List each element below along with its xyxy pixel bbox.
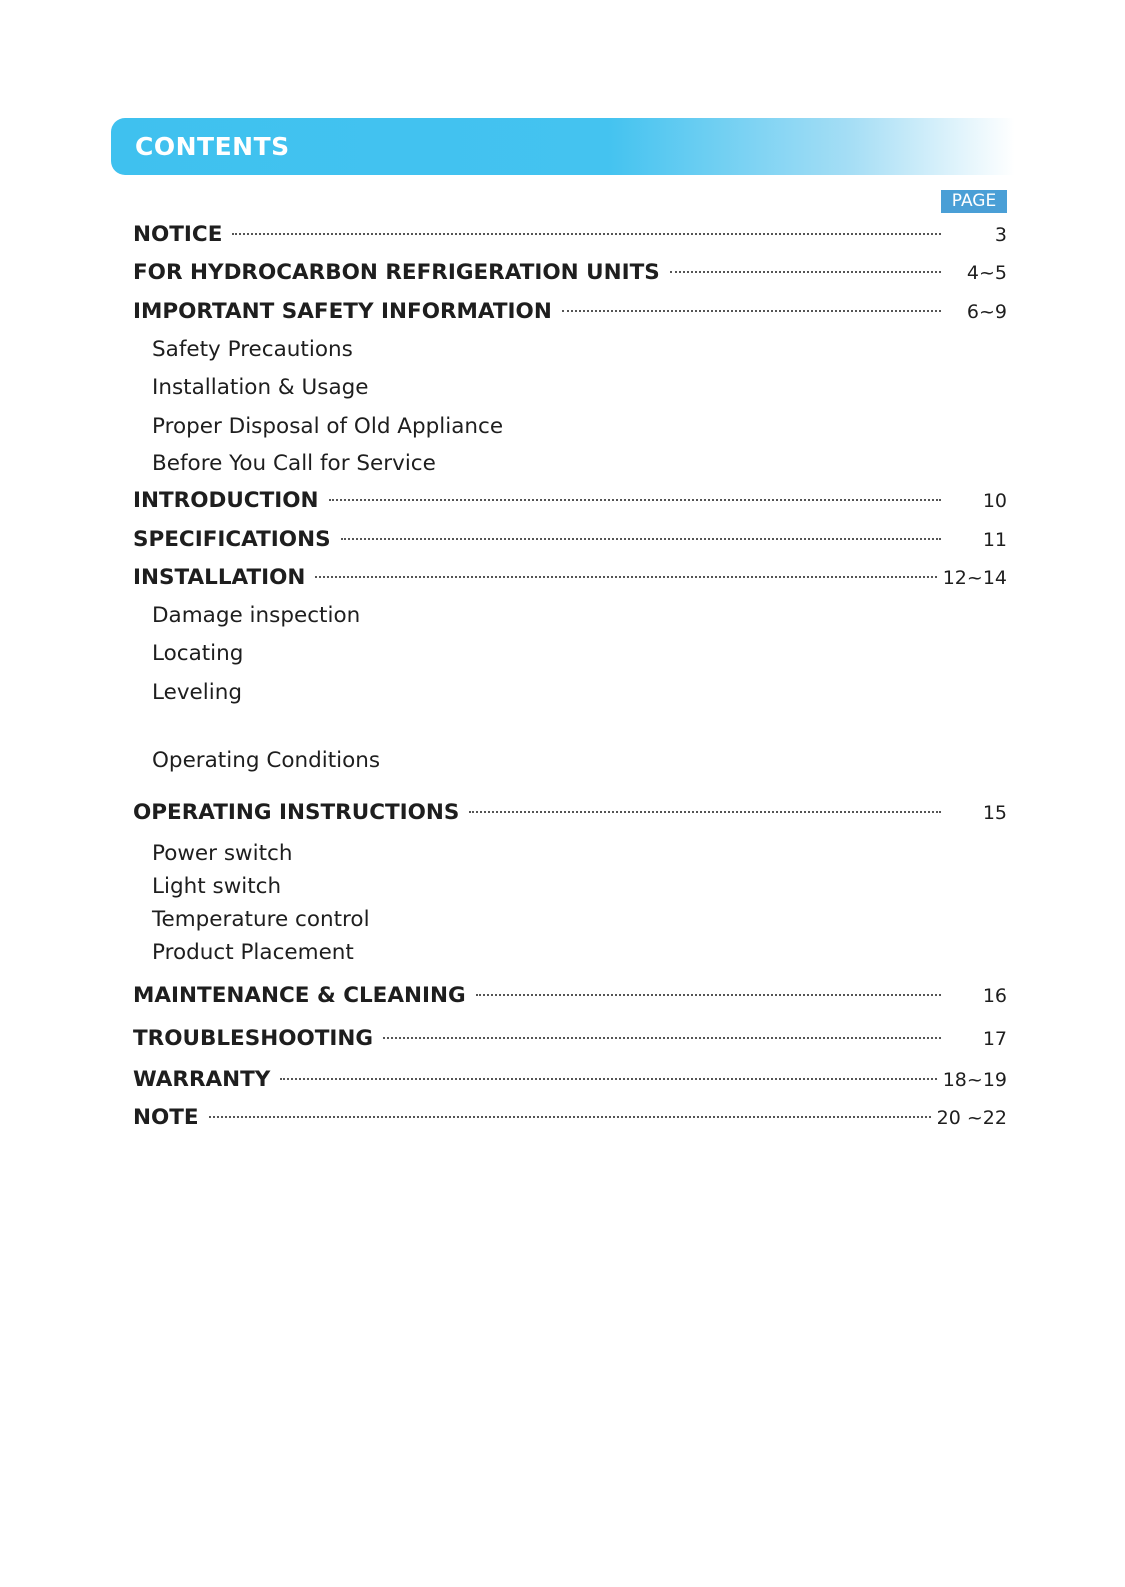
toc-entry-title: INSTALLATION xyxy=(133,565,306,590)
toc-subitem[interactable]: Operating Conditions xyxy=(152,748,381,773)
toc-entry-title: OPERATING INSTRUCTIONS xyxy=(133,800,460,825)
toc-entry-page: 15 xyxy=(982,802,1007,824)
toc-subitem[interactable]: Leveling xyxy=(152,680,242,705)
toc-entry-safety[interactable] xyxy=(133,299,1007,329)
toc-entry-page: 11 xyxy=(982,529,1007,551)
dot-leader xyxy=(469,811,941,813)
toc-entry-title: SPECIFICATIONS xyxy=(133,527,331,552)
dot-leader xyxy=(383,1037,941,1039)
dot-leader xyxy=(329,499,941,501)
toc-entry-operating[interactable] xyxy=(133,800,1007,830)
toc-entry-page: 17 xyxy=(982,1028,1007,1050)
toc-entry-page: 4~5 xyxy=(966,262,1007,284)
dot-leader xyxy=(341,538,941,540)
dot-leader xyxy=(315,576,936,578)
dot-leader xyxy=(562,310,941,312)
toc-subitem[interactable]: Light switch xyxy=(152,874,282,899)
toc-entry-title: MAINTENANCE & CLEANING xyxy=(133,983,466,1008)
toc-entry-page: 10 xyxy=(982,490,1007,512)
toc-entry-hydrocarbon[interactable] xyxy=(133,260,1007,290)
toc-entry-title: TROUBLESHOOTING xyxy=(133,1026,374,1051)
toc-entry-troubleshooting[interactable] xyxy=(133,1026,1007,1056)
toc-entry-page: 3 xyxy=(994,224,1007,246)
toc-entry-warranty[interactable] xyxy=(133,1067,1007,1097)
toc-subitem[interactable]: Proper Disposal of Old Appliance xyxy=(152,414,504,439)
toc-entry-title: NOTICE xyxy=(133,222,223,247)
toc-entry-page: 18~19 xyxy=(942,1069,1007,1091)
page-title: CONTENTS xyxy=(135,132,290,161)
toc-subitem[interactable]: Installation & Usage xyxy=(152,375,369,400)
dot-leader xyxy=(476,994,941,996)
toc-entry-title: FOR HYDROCARBON REFRIGERATION UNITS xyxy=(133,260,660,285)
toc-entry-page: 16 xyxy=(982,985,1007,1007)
toc-entry-page: 6~9 xyxy=(966,301,1007,323)
dot-leader xyxy=(280,1078,936,1080)
dot-leader xyxy=(670,271,941,273)
toc-entry-title: WARRANTY xyxy=(133,1067,271,1092)
toc-entry-title: NOTE xyxy=(133,1105,199,1130)
toc-subitem[interactable]: Before You Call for Service xyxy=(152,451,436,476)
toc-entry-notice[interactable] xyxy=(133,222,1007,252)
toc-entry-page: 12~14 xyxy=(942,567,1007,589)
toc-entry-installation[interactable] xyxy=(133,565,1007,595)
toc-entry-introduction[interactable] xyxy=(133,488,1007,518)
toc-entry-specifications[interactable] xyxy=(133,527,1007,557)
toc-subitem[interactable]: Temperature control xyxy=(152,907,370,932)
toc-subitem[interactable]: Product Placement xyxy=(152,940,354,965)
toc-entry-page: 20 ~22 xyxy=(936,1107,1007,1129)
toc-entry-note[interactable] xyxy=(133,1105,1007,1135)
toc-subitem[interactable]: Damage inspection xyxy=(152,603,361,628)
toc-subitem[interactable]: Safety Precautions xyxy=(152,337,353,362)
toc-subitem[interactable]: Power switch xyxy=(152,841,293,866)
toc-entry-title: INTRODUCTION xyxy=(133,488,319,513)
dot-leader xyxy=(209,1116,931,1118)
page-column-label: PAGE xyxy=(941,190,1007,213)
toc-entry-title: IMPORTANT SAFETY INFORMATION xyxy=(133,299,552,324)
toc-subitem[interactable]: Locating xyxy=(152,641,244,666)
toc-entry-maintenance[interactable] xyxy=(133,983,1007,1013)
dot-leader xyxy=(232,233,941,235)
contents-header-bar xyxy=(111,118,1015,175)
